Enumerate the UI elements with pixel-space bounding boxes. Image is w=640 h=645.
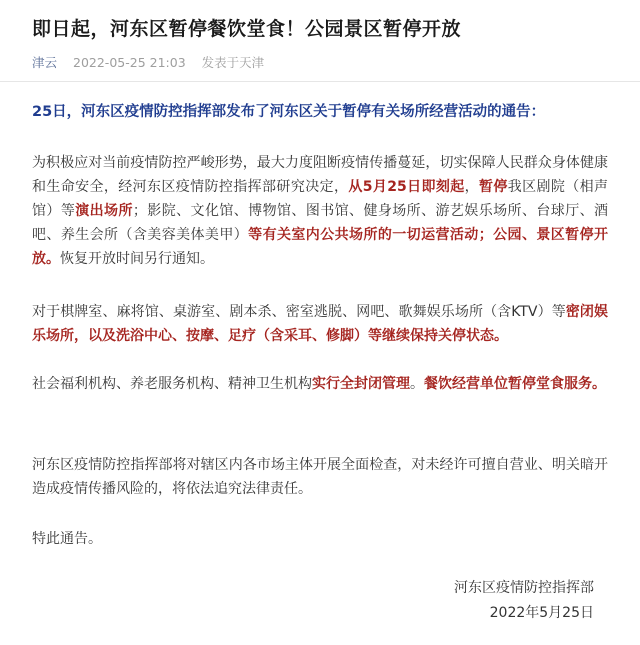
highlight-text: 演出场所	[75, 203, 133, 219]
meta-divider	[0, 81, 640, 82]
body-text: ，	[464, 179, 479, 195]
lead-paragraph: 25日，河东区疫情防控指挥部发布了河东区关于暂停有关场所经营活动的通告：	[32, 104, 546, 120]
paragraph-3	[32, 372, 608, 396]
author-link[interactable]: 津云	[32, 55, 58, 70]
body-text: 特此通告。	[32, 531, 102, 547]
highlight-text: 暂停	[478, 179, 508, 195]
article-title: 即日起，河东区暂停餐饮堂食！公园景区暂停开放	[32, 18, 462, 40]
signature-org: 河东区疫情防控指挥部	[454, 580, 594, 596]
body-text: 对于棋牌室、麻将馆、桌游室、剧本杀、密室逃脱、网吧、歌舞娱乐场所（含KTV）等	[32, 304, 566, 320]
highlight-text: 餐饮经营单位暂停堂食服务。	[424, 376, 606, 392]
body-text: 我区剧院（相声馆）等	[32, 179, 609, 219]
body-text: 。	[410, 376, 424, 392]
paragraph-4	[32, 453, 608, 501]
highlight-text: 实行全封闭管理	[312, 376, 410, 392]
body-text: 社会福利机构、养老服务机构、精神卫生机构	[32, 376, 312, 392]
paragraph-1	[32, 151, 608, 271]
publish-date: 2022-05-25 21:03	[73, 55, 186, 70]
paragraph-5	[32, 527, 608, 551]
paragraph-2	[32, 300, 608, 348]
publish-location: 发表于天津	[201, 55, 265, 70]
article-meta	[32, 53, 264, 71]
highlight-text: 等有关室内公共场所的一切运营活动；公园、景区暂停开放。	[32, 227, 609, 267]
body-text: 恢复开放时间另行通知。	[60, 251, 214, 267]
signature-date: 2022年5月25日	[489, 605, 594, 621]
highlight-text: 从5月25日即刻起	[348, 179, 465, 195]
body-text: 为积极应对当前疫情防控严峻形势，最大力度阻断疫情传播蔓延，切实保障人民群众身体健康和生命安全，经河东区疫情防控指挥部研究决定，	[32, 155, 608, 195]
highlight-text: 密闭娱乐场所，以及洗浴中心、按摩、足疗（含采耳、修脚）等继续保持关停状态。	[32, 304, 608, 344]
body-text: ；影院、文化馆、博物馆、图书馆、健身场所、游艺娱乐场所、台球厅、酒吧、养生会所（含美容美体美甲）	[32, 203, 609, 243]
body-text: 河东区疫情防控指挥部将对辖区内各市场主体开展全面检查，对未经许可擅自营业、明关暗开造成疫情传播风险的，将依法追究法律责任。	[32, 457, 608, 497]
